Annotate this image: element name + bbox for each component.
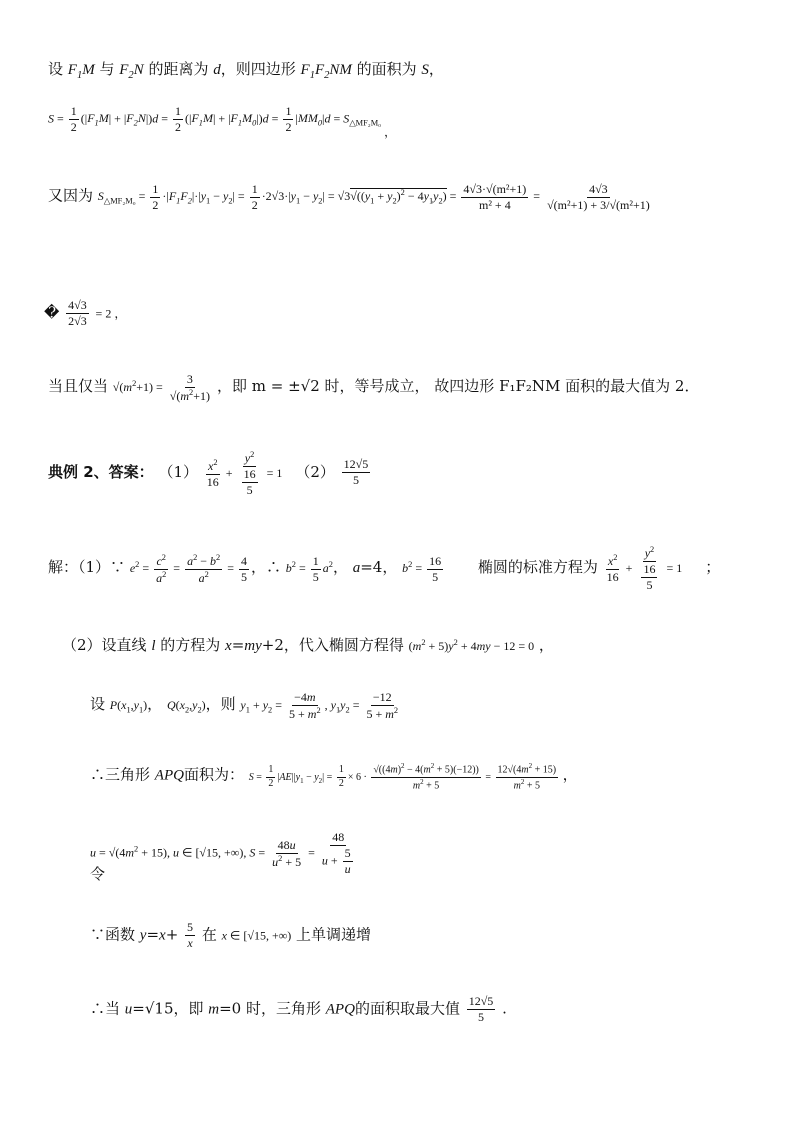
text-line-1: 设 $F_1M$ 与 $F_2N$ 的距离为 d，则四边形 $F_1F_2NM$ 的面积为 S， bbox=[48, 60, 444, 81]
text-line-9: 设 $P(x_1,y_1)$， $Q(x_2,y_2)$，则 $y_1 + y_2$ = $\frac{-4m}{5 + m^2}$ , $y_1y_2$ = $\frac{-12}{5 + m^2}$ bbox=[90, 690, 399, 721]
text-line-13: ∴当 u=√15，即 m=0 时，三角形 APQ的面积取最大值 $\frac{12√5}{5}$ . bbox=[90, 994, 507, 1024]
text-line-2: S = $\frac{1}{2}$ $(|F_1M| + |F_2N|)d$ = $\frac{1}{2}$ $(|F_1M| + |F_1M_0|)d$ = $\frac{1}{2}$ $|MM_0|d = S_{\triangle MF_2M_0}$ ， bbox=[48, 104, 397, 140]
text-line-5: 当且仅当 $√(m^2+1)$ = $\frac{3}{√(m^2+1)}$ ，即 m = ±√2 时，等号成立， 故四边形 F₁F₂NM 面积的最大值为 2． bbox=[48, 372, 700, 403]
text-line-3: 又因为 $S_{\triangle MF_2M_0}$ = $\frac{1}{2}$ $\cdot|F_1F_2|\cdot|y_1 - y_2|$ = $\frac{1}{2}$ $\cdot 2√3\cdot|y_1 - y_2| = √3√((y_1 + y_2)^2 - 4y_1y_2)$ = $\frac{\text{4√3·√(m²+1)}}{\text{m² + 4}}$ = $\frac{4√3}{\text{√(m²+1) + 3/√(m²+1)}}$ bbox=[48, 182, 650, 212]
text-line-8: （2）设直线 l 的方程为 x=my+2，代入椭圆方程得 $(m^2 + 5)y^2 + 4my - 12 = 0$ ， bbox=[62, 636, 554, 654]
text-line-4: � $\frac{4√3}{2√3}$ = 2 ， bbox=[44, 298, 127, 328]
text-line-11: $u = √(4m^2 + 15)$, u ∈ [√15, +∞), S = $\frac{48u}{u^2 + 5}$ = 48 u + $\frac{5}{u}$ 令 bbox=[90, 830, 351, 883]
text-line-7: 解：（1）∵ $e^2$ = $\frac{c^2}{a^2}$ = $\frac{a^2 - b^2}{a^2}$ = $\frac{4}{5}$ ，∴ $b^2$ = $\frac{1}{5}$ $a^2$， a=4， $b^2$ = $\frac{16}{5}$ 椭圆的标准方程为 $\frac{x^2}{16}$ + $\frac{y^2}{\frac{16}{5}}$ = 1 ； bbox=[48, 545, 721, 592]
text-line-10: ∴三角形 APQ面积为： S = $\frac{1}{2}$ $|AE||y_1 - y_2|$ = $\frac{1}{2}$ × 6 · $\frac{√((4m)^2 - 4(m^2 + 5)(-12))}{m^2 + 5}$ = $\frac{12√(4m^2 + 15)}{m^2 + 5}$ ， bbox=[90, 762, 578, 792]
text-line-12: ∵函数 y=x+ $\frac{5}{x}$ 在 x ∈ [√15, +∞) 上单调递增 bbox=[90, 920, 372, 950]
text-line-6: 典例 2、答案： （1） $\frac{x^2}{16}$ + $\frac{y^2}{\frac{16}{5}}$ = 1 （2） $\frac{12√5}{5}$ bbox=[48, 450, 369, 497]
